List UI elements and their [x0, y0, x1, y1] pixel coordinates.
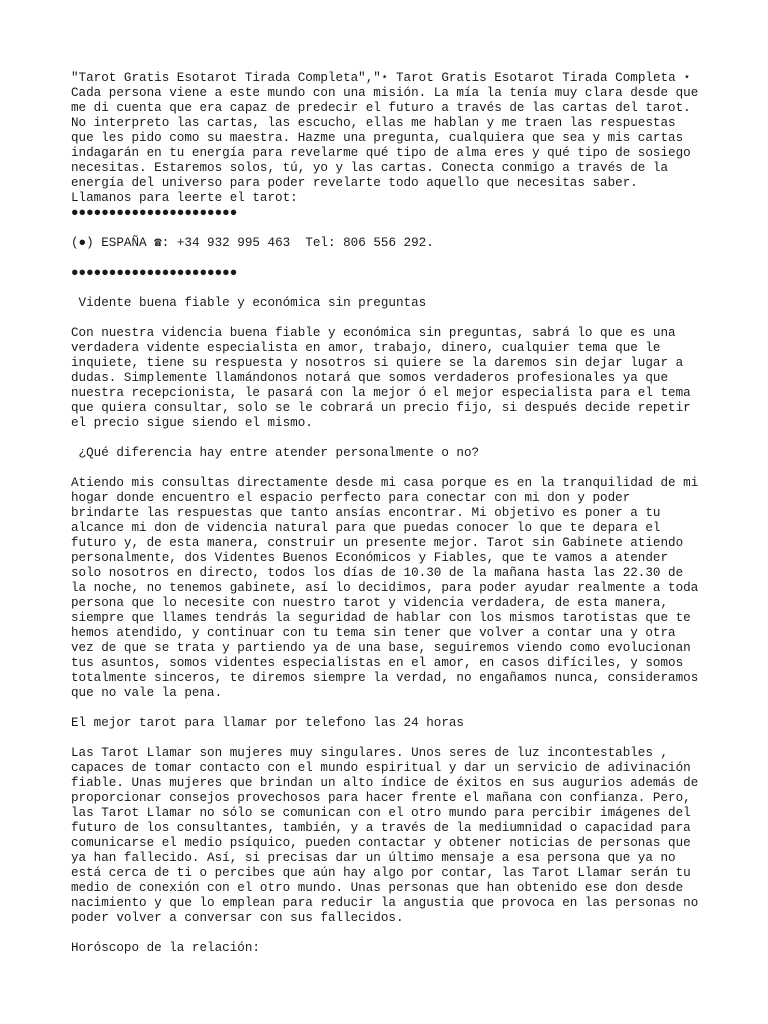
paragraph-line: las Tarot Llamar no sólo se comunican con el otro mundo para percibir imágenes del — [71, 806, 691, 820]
section-heading-mejor-tarot: El mejor tarot para llamar por telefono las 24 horas — [71, 716, 464, 730]
paragraph-line: comunicarse el medio psíquico, pueden contactar y obtener noticias de personas que — [71, 836, 691, 850]
intro-line: me di cuenta que era capaz de predecir el futuro a través de las cartas del tarot. — [71, 101, 691, 115]
paragraph-line: alcance mi don de videncia natural para que puedas conocer lo que te depara el — [71, 521, 661, 535]
intro-line: energía del universo para poder revelarte todo aquello que necesitas saber. — [71, 176, 638, 190]
intro-line: "Tarot Gratis Esotarot Tirada Completa","⋆ Tarot Gratis Esotarot Tirada Completa ⋆ — [71, 71, 691, 85]
section-paragraph-vidente — [71, 326, 711, 431]
section-paragraph-mejor-tarot — [71, 746, 711, 926]
paragraph-line: dudas. Simplemente llamándonos notará que somos verdaderos profesionales ya que — [71, 371, 669, 385]
paragraph-line: persona que lo necesite con nuestro tarot y videncia verdadera, de esta manera, — [71, 596, 669, 610]
intro-line: que les pido como su maestra. Hazme una pregunta, cualquiera que sea y mis cartas — [71, 131, 684, 145]
intro-paragraph — [71, 71, 711, 206]
paragraph-line: verdadera vidente especialista en amor, trabajo, dinero, cualquier tema que le — [71, 341, 661, 355]
paragraph-line: futuro y, de esta manera, construir un presente mejor. Tarot sin Gabinete atiendo — [71, 536, 684, 550]
paragraph-line: está cerca de ti o percibes que aún hay algo por contar, las Tarot Llamar serán tu — [71, 866, 691, 880]
paragraph-line: fiable. Unas mujeres que brindan un alto índice de éxitos en sus augurios además de — [71, 776, 699, 790]
paragraph-line: inquiete, tiene su respuesta y nosotros si quiere se la daremos sin dejar lugar a — [71, 356, 684, 370]
separator-top: ●●●●●●●●●●●●●●●●●●●●●● — [71, 206, 238, 220]
intro-line: indagarán en tu energía para revelarme qué tipo de alma eres y qué tipo de sosiego — [71, 146, 691, 160]
document-page — [71, 71, 711, 956]
paragraph-line: medio de conexión con el otro mundo. Unas personas que han obtenido ese don desde — [71, 881, 684, 895]
paragraph-line: vez de que se trata y partiendo ya de una base, seguiremos viendo como evolucionan — [71, 641, 691, 655]
paragraph-line: personalmente, dos Videntes Buenos Económicos y Fiables, que te vamos a atender — [71, 551, 669, 565]
paragraph-line: brindarte las respuestas que tanto ansías encontrar. Mi objetivo es poner a tu — [71, 506, 661, 520]
section-heading-vidente: Vidente buena fiable y económica sin preguntas — [71, 296, 427, 310]
intro-line: No interpreto las cartas, las escucho, ellas me hablan y me traen las respuestas — [71, 116, 676, 130]
intro-line: necesitas. Estaremos solos, tú, yo y las cartas. Conecta conmigo a través de la — [71, 161, 669, 175]
paragraph-line: poder volver a conversar con sus fallecidos. — [71, 911, 404, 925]
paragraph-line: capaces de tomar contacto con el mundo espiritual y dar un servicio de adivinación — [71, 761, 691, 775]
intro-line: Llamanos para leerte el tarot: — [71, 191, 298, 205]
paragraph-line: proporcionar consejos provechosos para hacer frente el mañana con confianza. Pero, — [71, 791, 691, 805]
paragraph-line: Atiendo mis consultas directamente desde mi casa porque es en la tranquilidad de mi — [71, 476, 699, 490]
paragraph-line: nacimiento y que lo emplean para reducir la angustia que provoca en las personas no — [71, 896, 699, 910]
paragraph-line: Las Tarot Llamar son mujeres muy singulares. Unos seres de luz incontestables , — [71, 746, 669, 760]
paragraph-line: solo nosotros en directo, todos los días de 10.30 de la mañana hasta las 22.30 de — [71, 566, 684, 580]
paragraph-line: siempre que llames tendrás la seguridad de hablar con los mismos tarotistas que te — [71, 611, 691, 625]
paragraph-line: totalmente sinceros, te diremos siempre la verdad, no engañamos nunca, consideramos — [71, 671, 699, 685]
paragraph-line: nuestra recepcionista, le pasará con la mejor ó el mejor especialista para el tema — [71, 386, 691, 400]
paragraph-line: que no vale la pena. — [71, 686, 223, 700]
paragraph-line: tus asuntos, somos videntes especialistas en el amor, en casos difíciles, y somos — [71, 656, 684, 670]
section-heading-diferencia: ¿Qué diferencia hay entre atender personalmente o no? — [71, 446, 480, 460]
paragraph-line: el precio sigue siendo el mismo. — [71, 416, 313, 430]
paragraph-line: futuro de los consultantes, también, y a través de la mediumnidad o capacidad para — [71, 821, 691, 835]
paragraph-line: ya han fallecido. Así, si precisas dar un último mensaje a esa persona que ya no — [71, 851, 676, 865]
paragraph-line: la noche, no tenemos gabinete, así lo decidimos, para poder ayudar realmente a toda — [71, 581, 699, 595]
section-paragraph-diferencia — [71, 476, 711, 701]
paragraph-line: Con nuestra videncia buena fiable y económica sin preguntas, sabrá lo que es una — [71, 326, 676, 340]
section-heading-horoscopo: Horóscopo de la relación: — [71, 941, 260, 955]
paragraph-line: hemos atendido, y continuar con tu tema sin tener que volver a contar una y otra — [71, 626, 676, 640]
separator-bottom: ●●●●●●●●●●●●●●●●●●●●●● — [71, 266, 238, 280]
paragraph-line: hogar donde encuentro el espacio perfecto para conectar con mi don y poder — [71, 491, 631, 505]
intro-line: Cada persona viene a este mundo con una misión. La mía la tenía muy clara desde que — [71, 86, 699, 100]
paragraph-line: que quiera consultar, solo se le cobrará un precio fijo, si después decide repetir — [71, 401, 691, 415]
contact-line: (●) ESPAÑA ☎: +34 932 995 463 Tel: 806 556 292. — [71, 236, 434, 250]
